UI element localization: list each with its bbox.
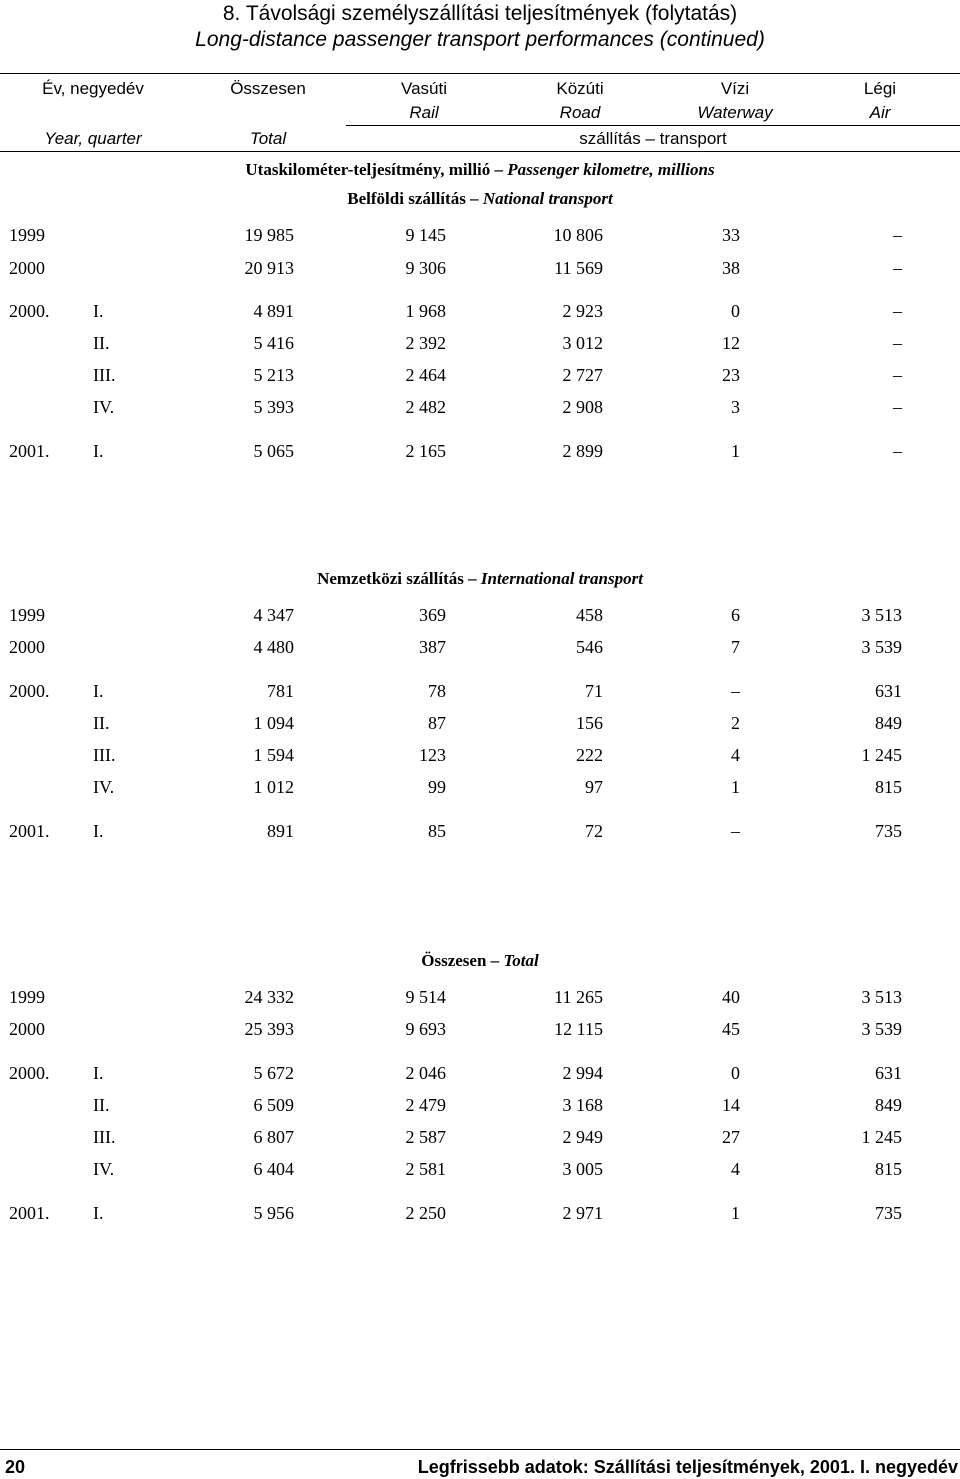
header-total-en: Total — [249, 129, 287, 148]
page-number: 20 — [5, 1457, 26, 1477]
cell-water: 0 — [731, 301, 740, 321]
cell-road: 546 — [576, 637, 603, 657]
table-row — [0, 713, 960, 737]
table-row — [0, 365, 960, 389]
cell-air: 631 — [875, 681, 902, 701]
cell-air: – — [893, 333, 902, 353]
unit-hu: Utaskilométer-teljesítmény, millió – — [245, 160, 504, 179]
cell-year: 2000. — [9, 1063, 50, 1083]
cell-air: 815 — [875, 777, 902, 797]
table-row — [0, 258, 960, 282]
header-air-en: Air — [869, 103, 891, 122]
cell-q: IV. — [93, 777, 115, 797]
cell-rail: 9 514 — [405, 987, 446, 1007]
section-title-en: National transport — [482, 189, 613, 208]
cell-road: 222 — [576, 745, 603, 765]
table-row — [0, 333, 960, 357]
cell-road: 72 — [585, 821, 603, 841]
cell-air: 3 513 — [861, 605, 902, 625]
cell-water: 6 — [731, 605, 740, 625]
cell-water: 38 — [722, 258, 740, 278]
cell-total: 19 985 — [244, 225, 294, 245]
header-water-en: Waterway — [697, 103, 773, 122]
cell-year: 1999 — [9, 987, 45, 1007]
cell-road: 97 — [585, 777, 603, 797]
cell-rail: 2 581 — [405, 1159, 446, 1179]
section-title — [0, 189, 960, 209]
cell-water: 45 — [722, 1019, 740, 1039]
cell-year: 2001. — [9, 821, 50, 841]
cell-road: 11 569 — [554, 258, 603, 278]
cell-road: 2 971 — [562, 1203, 603, 1223]
cell-rail: 78 — [428, 681, 446, 701]
cell-q: III. — [93, 365, 116, 385]
cell-total: 5 213 — [253, 365, 294, 385]
section-title-hu: Összesen – — [421, 951, 500, 970]
cell-rail: 99 — [428, 777, 446, 797]
cell-total: 6 509 — [253, 1095, 294, 1115]
cell-rail: 2 587 — [405, 1127, 446, 1147]
table-title-en: Long-distance passenger transport performances (continued) — [195, 28, 765, 51]
cell-total: 5 065 — [253, 441, 294, 461]
cell-water: 33 — [722, 225, 740, 245]
cell-air: – — [893, 258, 902, 278]
table-row — [0, 1063, 960, 1087]
cell-year: 1999 — [9, 225, 45, 245]
cell-road: 3 012 — [562, 333, 603, 353]
cell-road: 2 727 — [562, 365, 603, 385]
header-mode-rule — [346, 125, 960, 126]
cell-year: 2000 — [9, 258, 45, 278]
cell-water: 1 — [731, 441, 740, 461]
cell-rail: 9 693 — [405, 1019, 446, 1039]
cell-year: 2000. — [9, 681, 50, 701]
cell-rail: 9 145 — [405, 225, 446, 245]
cell-total: 4 891 — [253, 301, 294, 321]
cell-air: 3 539 — [861, 637, 902, 657]
cell-total: 781 — [267, 681, 294, 701]
cell-water: 12 — [722, 333, 740, 353]
cell-road: 3 005 — [562, 1159, 603, 1179]
table-row — [0, 681, 960, 705]
table-row — [0, 1203, 960, 1227]
cell-rail: 123 — [419, 745, 446, 765]
table-title: 8. Távolsági személyszállítási teljesítmények (folytatás) — [222, 2, 738, 25]
cell-q: II. — [93, 1095, 110, 1115]
section-title-en: Total — [503, 951, 539, 970]
cell-total: 20 913 — [244, 258, 294, 278]
cell-road: 12 115 — [554, 1019, 603, 1039]
cell-water: 1 — [731, 777, 740, 797]
cell-year: 2001. — [9, 1203, 50, 1223]
table-row — [0, 605, 960, 629]
section-title-en: International transport — [480, 569, 643, 588]
cell-total: 4 347 — [253, 605, 294, 625]
cell-rail: 2 464 — [405, 365, 446, 385]
cell-road: 156 — [576, 713, 603, 733]
table-row — [0, 1127, 960, 1151]
cell-q: I. — [93, 1203, 104, 1223]
cell-water: – — [731, 681, 740, 701]
cell-air: 735 — [875, 821, 902, 841]
cell-water: 3 — [731, 397, 740, 417]
header-rail-en: Rail — [409, 103, 439, 122]
cell-total: 25 393 — [244, 1019, 294, 1039]
table-row — [0, 301, 960, 325]
cell-air: – — [893, 225, 902, 245]
cell-q: I. — [93, 821, 104, 841]
table-row — [0, 987, 960, 1011]
cell-total: 6 404 — [253, 1159, 294, 1179]
table-row — [0, 1159, 960, 1183]
cell-road: 2 899 — [562, 441, 603, 461]
cell-rail: 2 046 — [405, 1063, 446, 1083]
header-year-en: Year, quarter — [44, 129, 142, 148]
cell-air: – — [893, 365, 902, 385]
cell-road: 10 806 — [553, 225, 603, 245]
table-row — [0, 225, 960, 249]
section-title — [0, 951, 960, 971]
cell-total: 24 332 — [244, 987, 294, 1007]
cell-air: 849 — [875, 1095, 902, 1115]
section-title-hu: Nemzetközi szállítás – — [317, 569, 477, 588]
table-row — [0, 1095, 960, 1119]
cell-road: 2 949 — [562, 1127, 603, 1147]
header-total-hu: Összesen — [230, 79, 306, 98]
cell-rail: 1 968 — [405, 301, 446, 321]
header-year-hu: Év, negyedév — [42, 79, 144, 98]
header-top-rule — [0, 73, 960, 74]
cell-water: 4 — [731, 745, 740, 765]
cell-q: I. — [93, 681, 104, 701]
header-transport-text: szállítás – transport — [579, 129, 727, 148]
cell-road: 2 923 — [562, 301, 603, 321]
cell-q: IV. — [93, 1159, 115, 1179]
unit-caption — [0, 160, 960, 180]
cell-rail: 2 165 — [405, 441, 446, 461]
cell-water: 27 — [722, 1127, 740, 1147]
cell-air: – — [893, 397, 902, 417]
header-bottom-rule — [0, 151, 960, 152]
cell-q: II. — [93, 713, 110, 733]
cell-water: 40 — [722, 987, 740, 1007]
table-row — [0, 1019, 960, 1043]
header-road-en: Road — [559, 103, 601, 122]
cell-year: 2000 — [9, 637, 45, 657]
cell-rail: 2 479 — [405, 1095, 446, 1115]
cell-rail: 2 482 — [405, 397, 446, 417]
cell-air: – — [893, 441, 902, 461]
cell-air: 1 245 — [861, 745, 902, 765]
cell-year: 2001. — [9, 441, 50, 461]
cell-road: 2 908 — [562, 397, 603, 417]
table-row — [0, 397, 960, 421]
cell-total: 6 807 — [253, 1127, 294, 1147]
table-row — [0, 637, 960, 661]
cell-water: – — [731, 821, 740, 841]
header-transport-label — [346, 129, 960, 149]
header-rail-hu: Vasúti — [401, 79, 447, 98]
cell-q: III. — [93, 1127, 116, 1147]
cell-year: 2000. — [9, 301, 50, 321]
cell-total: 5 393 — [253, 397, 294, 417]
cell-water: 0 — [731, 1063, 740, 1083]
cell-air: 3 513 — [861, 987, 902, 1007]
cell-year: 1999 — [9, 605, 45, 625]
table-row — [0, 777, 960, 801]
section-title — [0, 569, 960, 589]
cell-rail: 2 250 — [405, 1203, 446, 1223]
cell-q: I. — [93, 441, 104, 461]
section-title-hu: Belföldi szállítás – — [347, 189, 479, 208]
table-row — [0, 745, 960, 769]
table-row — [0, 821, 960, 845]
cell-total: 1 094 — [253, 713, 294, 733]
cell-road: 2 994 — [562, 1063, 603, 1083]
header-road-hu: Közúti — [556, 79, 604, 98]
cell-air: 815 — [875, 1159, 902, 1179]
cell-air: 631 — [875, 1063, 902, 1083]
cell-q: II. — [93, 333, 110, 353]
cell-road: 3 168 — [562, 1095, 603, 1115]
cell-total: 1 594 — [253, 745, 294, 765]
cell-total: 891 — [267, 821, 294, 841]
cell-rail: 87 — [428, 713, 446, 733]
cell-rail: 2 392 — [405, 333, 446, 353]
cell-total: 4 480 — [253, 637, 294, 657]
cell-water: 1 — [731, 1203, 740, 1223]
cell-rail: 85 — [428, 821, 446, 841]
cell-road: 11 265 — [554, 987, 603, 1007]
footer-text: Legfrissebb adatok: Szállítási teljesítmények, 2001. I. negyedév — [417, 1457, 958, 1477]
cell-rail: 369 — [419, 605, 446, 625]
cell-water: 2 — [731, 713, 740, 733]
cell-road: 458 — [576, 605, 603, 625]
cell-air: – — [893, 301, 902, 321]
cell-year: 2000 — [9, 1019, 45, 1039]
cell-rail: 9 306 — [405, 258, 446, 278]
cell-air: 3 539 — [861, 1019, 902, 1039]
cell-total: 5 416 — [253, 333, 294, 353]
cell-water: 14 — [722, 1095, 740, 1115]
cell-air: 735 — [875, 1203, 902, 1223]
cell-water: 23 — [722, 365, 740, 385]
cell-total: 5 956 — [253, 1203, 294, 1223]
cell-q: III. — [93, 745, 116, 765]
table-row — [0, 441, 960, 465]
cell-total: 1 012 — [253, 777, 294, 797]
cell-q: I. — [93, 1063, 104, 1083]
unit-en: Passenger kilometre, millions — [507, 160, 715, 179]
cell-q: I. — [93, 301, 104, 321]
cell-total: 5 672 — [253, 1063, 294, 1083]
cell-q: IV. — [93, 397, 115, 417]
cell-water: 7 — [731, 637, 740, 657]
cell-rail: 387 — [419, 637, 446, 657]
footer-rule — [0, 1449, 960, 1450]
header-water-hu: Vízi — [720, 79, 750, 98]
header-air-hu: Légi — [863, 79, 897, 98]
cell-air: 1 245 — [861, 1127, 902, 1147]
cell-road: 71 — [585, 681, 603, 701]
cell-air: 849 — [875, 713, 902, 733]
cell-water: 4 — [731, 1159, 740, 1179]
